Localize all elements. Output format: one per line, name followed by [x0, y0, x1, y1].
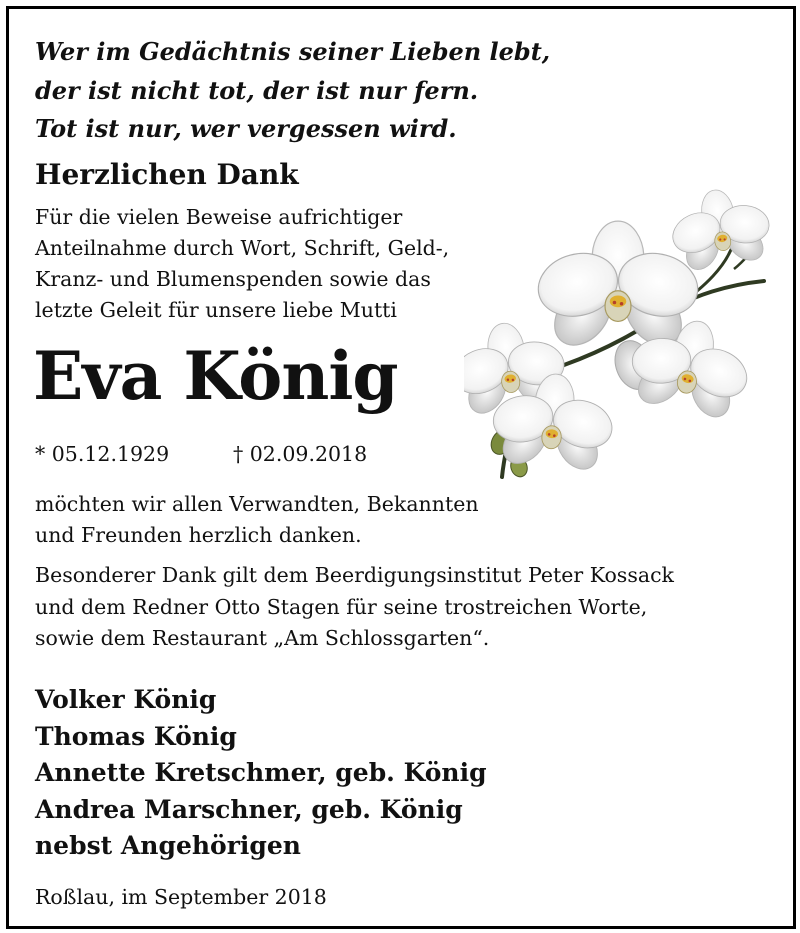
place-date-line: Roßlau, im September 2018: [35, 885, 327, 909]
motto-line: Wer im Gedächtnis seiner Lieben lebt,: [35, 37, 551, 66]
signer-name: Volker König: [35, 685, 217, 714]
motto-line: Tot ist nur, wer vergessen wird.: [35, 114, 457, 143]
motto-line: der ist nicht tot, der ist nur fern.: [35, 75, 479, 105]
death-date: † 02.09.2018: [233, 442, 368, 466]
signer-name: Annette Kretschmer, geb. König: [35, 758, 487, 787]
intro-line: Für die vielen Beweise aufrichtiger: [35, 205, 403, 229]
thanks-line: und Freunden herzlich danken.: [35, 523, 362, 547]
signer-name: nebst Angehörigen: [35, 831, 301, 860]
signer-name: Andrea Marschner, geb. König: [35, 794, 463, 824]
birth-date: * 05.12.1929: [35, 442, 170, 466]
signers-list: [35, 682, 487, 865]
special-thanks-line: und dem Redner Otto Stagen für seine trostreichen Worte,: [35, 594, 648, 619]
thanks-heading: Herzlichen Dank: [35, 158, 299, 191]
motto-verse: [35, 33, 550, 149]
deceased-name: Eva König: [33, 337, 398, 415]
orchid-image: [464, 187, 784, 487]
intro-line: letzte Geleit für unsere liebe Mutti: [35, 298, 397, 322]
special-thanks-line: sowie dem Restaurant „Am Schlossgarten“.: [35, 626, 490, 650]
obituary-card: [6, 6, 796, 929]
special-thanks-text: [35, 560, 674, 655]
thanks-line: möchten wir allen Verwandten, Bekannten: [35, 492, 479, 516]
intro-text: [35, 202, 449, 326]
intro-line: Anteilnahme durch Wort, Schrift, Geld-,: [35, 236, 450, 260]
thanks-text: [35, 489, 479, 551]
special-thanks-line: Besonderer Dank gilt dem Beerdigungsinstitut Peter Kossack: [35, 563, 674, 587]
signer-name: Thomas König: [35, 721, 237, 751]
intro-line: Kranz- und Blumenspenden sowie das: [35, 267, 431, 291]
